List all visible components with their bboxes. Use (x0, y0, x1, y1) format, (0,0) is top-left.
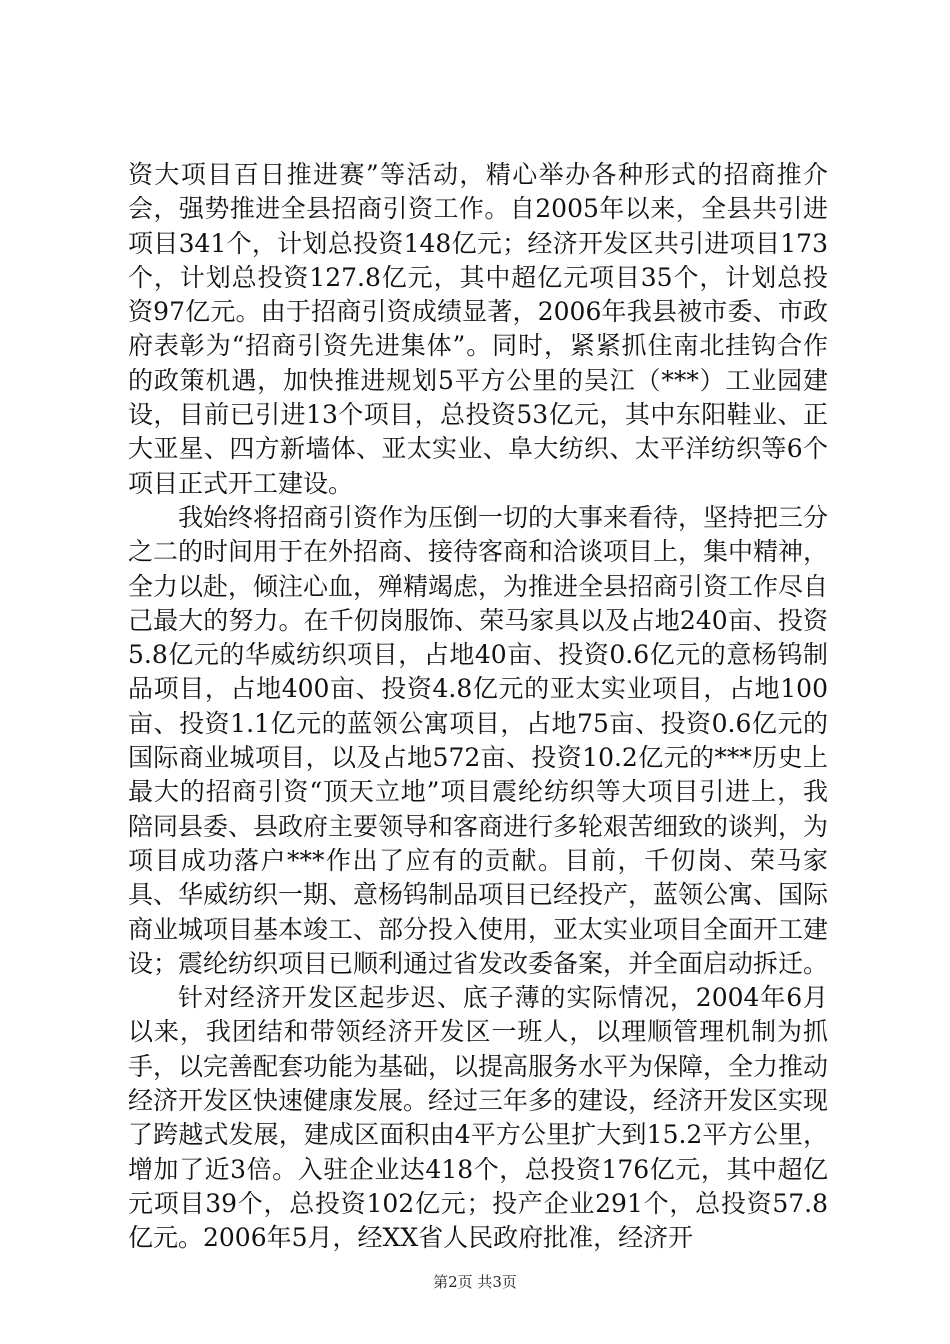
body-text (128, 158, 828, 1256)
paragraph-2: 我始终将招商引资作为压倒一切的大事来看待，坚持把三分之二的时间用于在外招商、接待客商和洽谈项目上，集中精神，全力以赴，倾注心血，殚精竭虑，为推进全县招商引资工作尽自己最大的努力。在千仞岗服饰、荣马家具以及占地240亩、投资5.8亿元的华威纺织项目，占地40亩、投资0.6亿元的意杨钨制品项目，占地400亩、投资4.8亿元的亚太实业项目，占地100亩、投资1.1亿元的蓝领公寓项目，占地75亩、投资0.6亿元的国际商业城项目，以及占地572亩、投资10.2亿元的***历史上最大的招商引资“顶天立地”项目震纶纺织等大项目引进上，我陪同县委、县政府主要领导和客商进行多轮艰苦细致的谈判，为项目成功落户***作出了应有的贡献。目前，千仞岗、荣马家具、华威纺织一期、意杨钨制品项目已经投产，蓝领公寓、国际商业城项目基本竣工、部分投入使用，亚太实业项目全面开工建设；震纶纺织项目已顺利通过省发改委备案，并全面启动拆迁。 (128, 502, 829, 978)
page-footer: 第2页 共3页 (433, 1273, 517, 1291)
paragraph-1: 资大项目百日推进赛”等活动，精心举办各种形式的招商推介会，强势推进全县招商引资工作。自2005年以来，全县共引进项目341个，计划总投资148亿元；经济开发区共引进项目173个，计划总投资127.8亿元，其中超亿元项目35个，计划总投资97亿元。由于招商引资成绩显著，2006年我县被市委、市政府表彰为“招商引资先进集体”。同时，紧紧抓住南北挂钩合作的政策机遇，加快推进规划5平方公里的吴江（***）工业园建设，目前已引进13个项目，总投资53亿元，其中东阳鞋业、正大亚星、四方新墙体、亚太实业、阜大纺织、太平洋纺织等6个项目正式开工建设。 (128, 160, 828, 498)
paragraph-3: 针对经济开发区起步迟、底子薄的实际情况，2004年6月以来，我团结和带领经济开发区一班人，以理顺管理机制为抓手，以完善配套功能为基础，以提高服务水平为保障，全力推动经济开发区快速健康发展。经过三年多的建设，经济开发区实现了跨越式发展，建成区面积由4平方公里扩大到15.2平方公里，增加了近3倍。入驻企业达418个，总投资176亿元，其中超亿元项目39个，总投资102亿元；投产企业291个，总投资57.8亿元。2006年5月，经XX省人民政府批准，经济开 (128, 983, 829, 1253)
